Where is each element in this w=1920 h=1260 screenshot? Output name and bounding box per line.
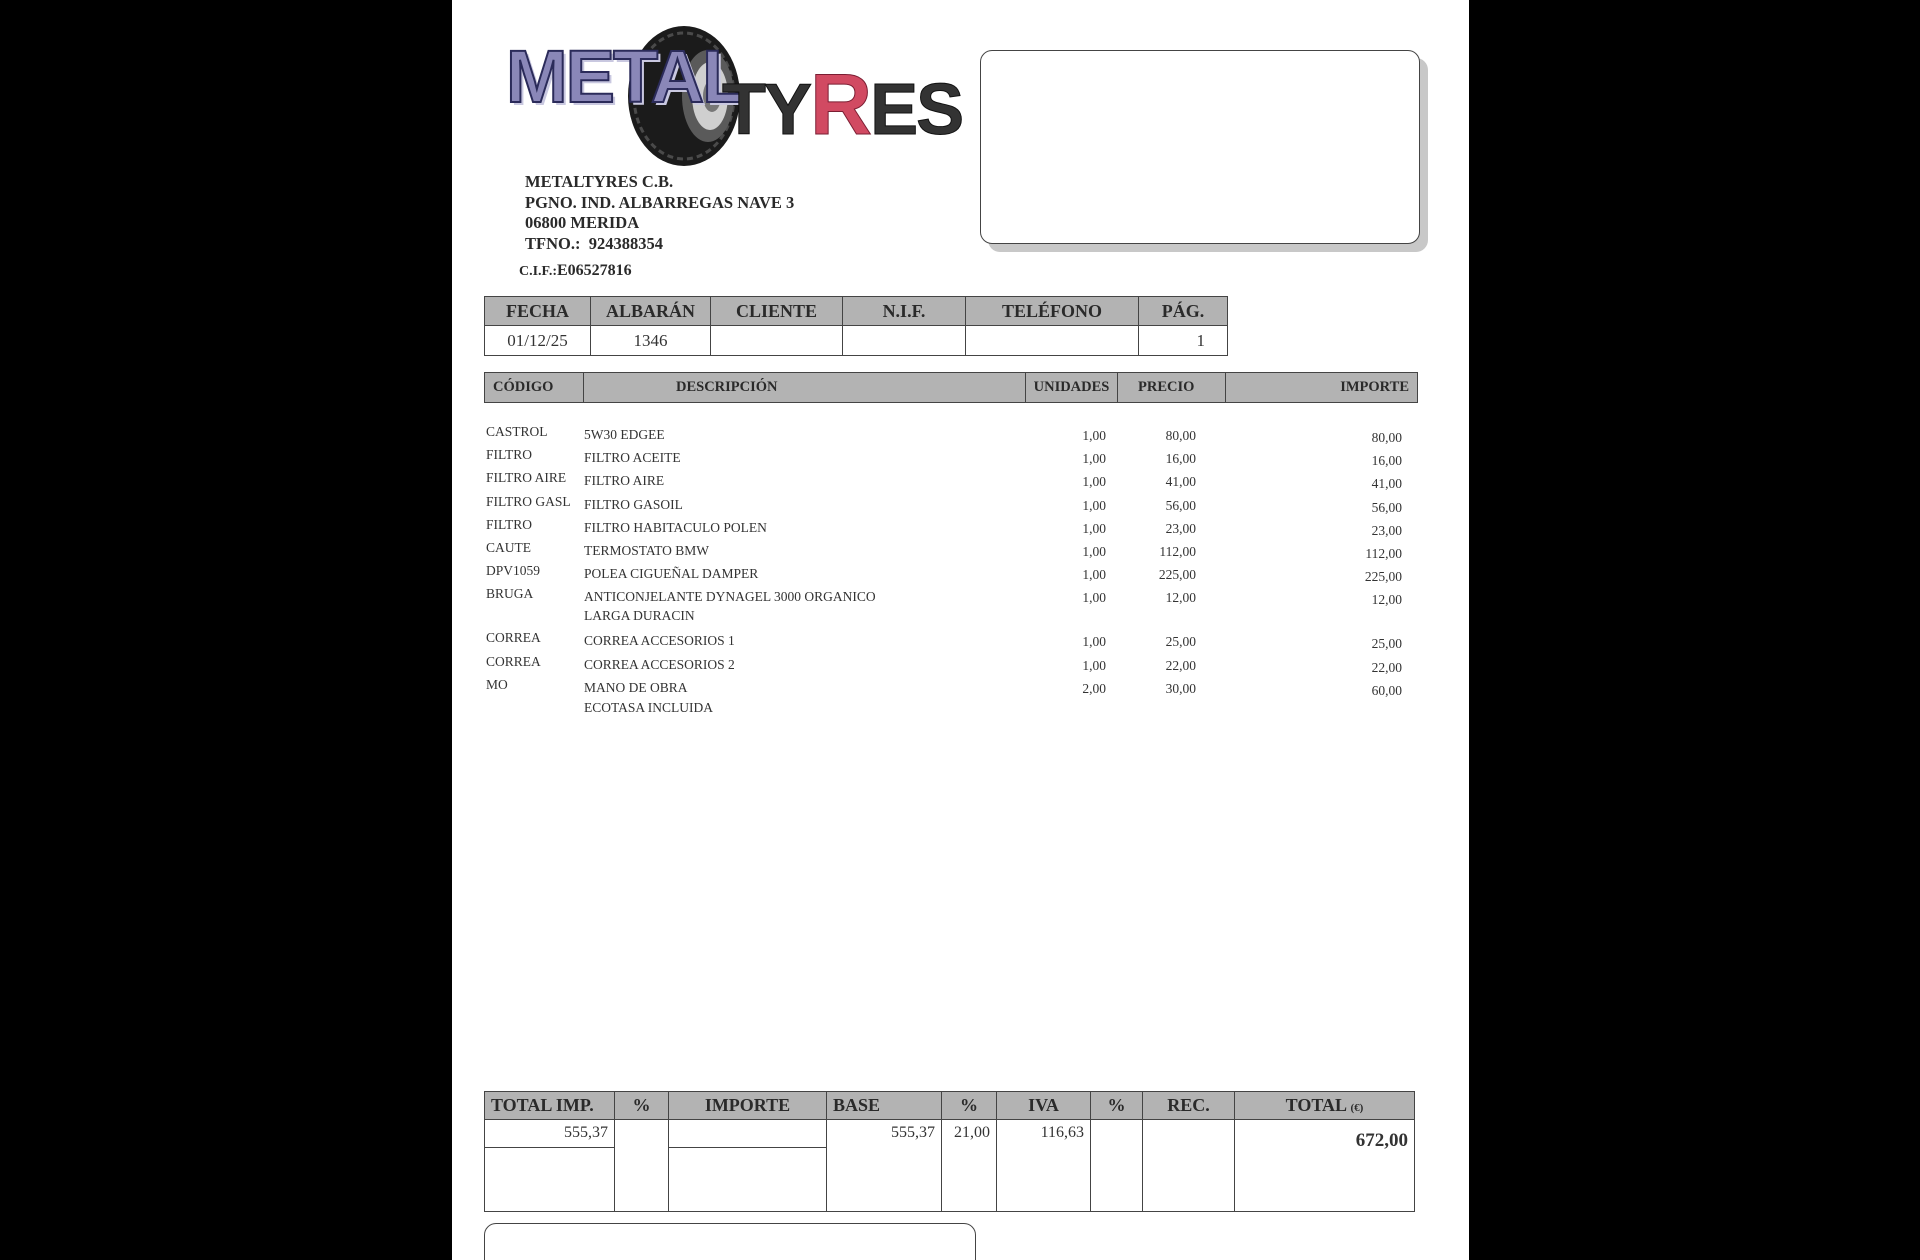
value-nif <box>843 326 966 356</box>
importe-label: IMPORTE <box>669 1092 827 1120</box>
company-address: PGNO. IND. ALBARREGAS NAVE 3 <box>525 192 795 212</box>
company-name: METALTYRES C.B. <box>525 172 674 191</box>
col-precio: PRECIO <box>1118 373 1226 402</box>
value-fecha: 01/12/25 <box>485 326 591 356</box>
col-codigo: CÓDIGO <box>485 373 584 402</box>
pct3-value <box>1091 1120 1143 1212</box>
list-item: BRUGA ANTICONJELANTE DYNAGEL 3000 ORGANICO LARGA DURACIN 1,00 12,00 12,00 <box>486 586 1402 624</box>
company-logo <box>502 22 963 172</box>
total-imp-value: 555,37 <box>485 1120 615 1148</box>
company-cif: C.I.F.:E06527816 <box>519 262 632 279</box>
header-albaran: ALBARÁN <box>591 297 711 326</box>
value-pag: 1 <box>1139 326 1228 356</box>
client-address-box <box>980 50 1420 244</box>
value-albaran: 1346 <box>591 326 711 356</box>
pct1-label: % <box>615 1092 669 1120</box>
value-cliente <box>711 326 843 356</box>
col-importe: IMPORTE <box>1340 379 1409 395</box>
list-item: FILTRO AIRE FILTRO AIRE 1,00 41,00 41,00 <box>486 470 1402 492</box>
list-item: CASTROL 5W30 EDGEE 1,00 80,00 80,00 <box>486 424 1402 445</box>
header-pag: PÁG. <box>1139 297 1228 326</box>
logo-metal-text: METAL <box>506 35 746 118</box>
company-info <box>525 172 794 254</box>
header-telefono: TELÉFONO <box>966 297 1139 326</box>
list-item: CAUTE TERMOSTATO BMW 1,00 112,00 112,00 <box>486 539 1402 561</box>
iva-pct-value: 21,00 <box>942 1120 997 1212</box>
rec-value <box>1143 1120 1235 1212</box>
list-item: MO MANO DE OBRA 2,00 30,00 60,00 <box>486 676 1402 698</box>
list-item: FILTRO FILTRO ACEITE 1,00 16,00 16,00 <box>486 447 1402 469</box>
iva-label: IVA <box>997 1092 1091 1120</box>
list-item: CORREA CORREA ACCESORIOS 2 1,00 22,00 22,00 <box>486 653 1402 675</box>
list-item: FILTRO GASL FILTRO GASOIL 1,00 56,00 56,00 <box>486 493 1402 515</box>
base-label: BASE <box>827 1092 942 1120</box>
header-cliente: CLIENTE <box>711 297 843 326</box>
col-unidades: UNIDADES <box>1026 373 1118 402</box>
invoice-header-table <box>484 296 1228 356</box>
items-list <box>486 424 1416 700</box>
total-imp-label: TOTAL IMP. <box>485 1092 615 1120</box>
pct1-value <box>615 1120 669 1212</box>
pct3-label: % <box>1091 1092 1143 1120</box>
total-label: TOTAL (€) <box>1235 1092 1415 1120</box>
importe-value <box>669 1120 827 1148</box>
base-value: 555,37 <box>827 1120 942 1212</box>
col-descripcion: DESCRIPCIÓN <box>584 373 1026 402</box>
list-item: CORREA CORREA ACCESORIOS 1 1,00 25,00 25,00 <box>486 630 1402 652</box>
header-fecha: FECHA <box>485 297 591 326</box>
total-imp-empty <box>485 1148 615 1212</box>
importe-empty <box>669 1148 827 1212</box>
invoice-page <box>452 0 1469 1260</box>
signature-box <box>484 1223 976 1260</box>
eco-note: ECOTASA INCLUIDA <box>584 700 714 715</box>
pct2-label: % <box>942 1092 997 1120</box>
iva-value: 116,63 <box>997 1120 1091 1212</box>
company-phone: TFNO.: 924388354 <box>525 233 663 253</box>
totals-table <box>484 1091 1415 1212</box>
header-nif: N.I.F. <box>843 297 966 326</box>
list-item: FILTRO FILTRO HABITACULO POLEN 1,00 23,00 23,00 <box>486 516 1402 538</box>
company-city: 06800 MERIDA <box>525 213 640 232</box>
list-item: DPV1059 POLEA CIGUEÑAL DAMPER 1,00 225,00 225,00 <box>486 563 1402 585</box>
value-telefono <box>966 326 1139 356</box>
rec-label: REC. <box>1143 1092 1235 1120</box>
total-value: 672,00 <box>1235 1120 1415 1212</box>
items-header <box>484 372 1418 403</box>
logo-tyres-text: TYRES <box>722 57 963 153</box>
